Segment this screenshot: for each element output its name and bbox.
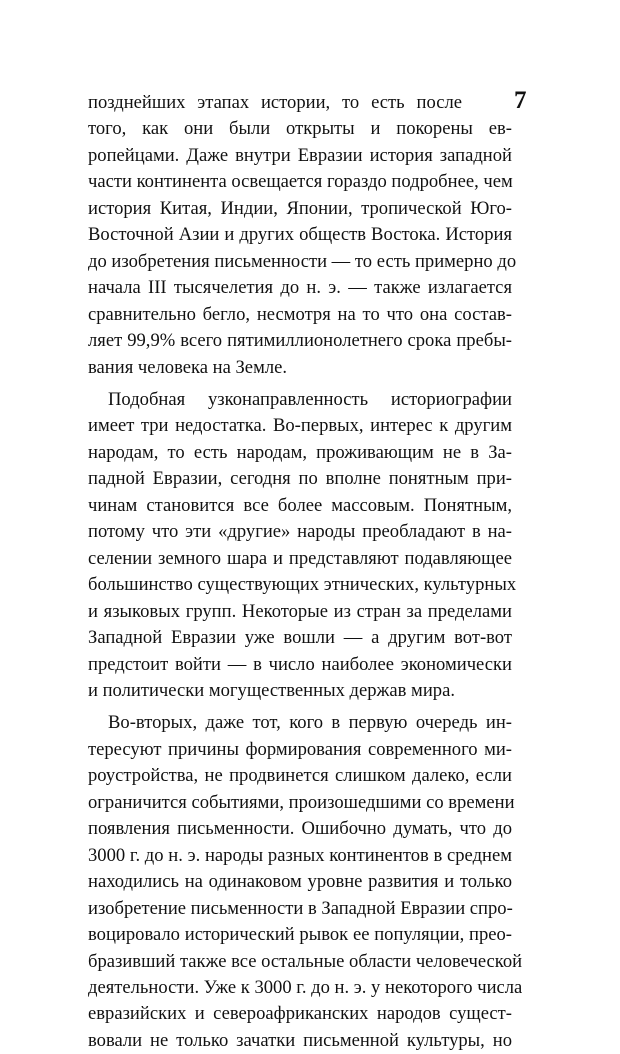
text-line: находились на одинаковом уровне развития и только [88, 871, 512, 893]
text-line: евразийских и североафриканских народов сущест- [88, 1003, 512, 1025]
text-line: деятельности. Уже к 3000 г. до н. э. у некоторого числа [88, 976, 523, 998]
paragraph-2 [88, 387, 517, 704]
text-line: потому что эти «другие» народы преобладают в на- [88, 521, 512, 543]
body-text [88, 90, 523, 1054]
text-line: 3000 г. до н. э. народы разных континентов в среднем [88, 844, 512, 866]
text-line: падной Евразии, сегодня по вполне понятным при- [88, 468, 512, 490]
text-line: и политически могущественных держав мира. [88, 679, 455, 701]
text-line: начала III тысячелетия до н. э. — также излагается [88, 277, 512, 299]
paragraph-3 [88, 710, 523, 1054]
text-line: части континента освещается гораздо подробнее, чем [88, 171, 513, 193]
text-line: Во-вторых, даже тот, кого в первую очередь ин- [108, 712, 512, 734]
text-line: селении земного шара и представляют подавляющее [88, 547, 512, 569]
text-line: позднейших этапах истории, то есть после [88, 92, 462, 113]
text-line: история Китая, Индии, Японии, тропической Юго- [88, 197, 512, 219]
text-line: народам, то есть народам, проживающим не в За- [88, 441, 512, 463]
text-line: Восточной Азии и других обществ Востока. История [88, 224, 512, 246]
text-line: предстоит войти — в число наиболее экономически [88, 653, 512, 675]
text-line: ограничится событиями, произошедшими со времени [88, 791, 515, 813]
page-number: 7 [514, 87, 527, 114]
text-line: большинство существующих этнических, культурных [88, 574, 517, 596]
text-line: изобретение письменности в Западной Евразии спро- [88, 897, 513, 919]
text-line: сравнительно бегло, несмотря на то что она состав- [88, 303, 512, 325]
text-line: чинам становится все более массовым. Понятным, [88, 494, 512, 516]
text-line: роустройства, не продвинется слишком далеко, если [88, 765, 512, 787]
text-line: воцировало исторический рывок ее популяции, прео- [88, 924, 512, 946]
text-line: ляет 99,9% всего пятимиллионолетнего срока пребы- [88, 330, 512, 352]
text-line: Подобная узконаправленность историографии [108, 388, 512, 410]
text-line: имеет три недостатка. Во-первых, интерес к другим [88, 415, 512, 437]
text-line: бразивший также все остальные области человеческой [88, 950, 523, 972]
text-line: того, как они были открыты и покорены ев- [88, 118, 512, 140]
text-line: вания человека на Земле. [88, 356, 288, 378]
text-line: ропейцами. Даже внутри Евразии история западной [88, 144, 512, 166]
text-line: и языковых групп. Некоторые из стран за пределами [88, 600, 512, 622]
text-line: вовали не только зачатки письменной культуры, но [88, 1029, 512, 1051]
paragraph-1 [88, 90, 517, 381]
text-line: до изобретения письменности — то есть примерно до [88, 250, 517, 272]
text-line: Западной Евразии уже вошли — а другим вот-вот [88, 627, 512, 649]
text-line: тересуют причины формирования современного ми- [88, 738, 512, 760]
text-line: появления письменности. Ошибочно думать, что до [88, 818, 512, 840]
